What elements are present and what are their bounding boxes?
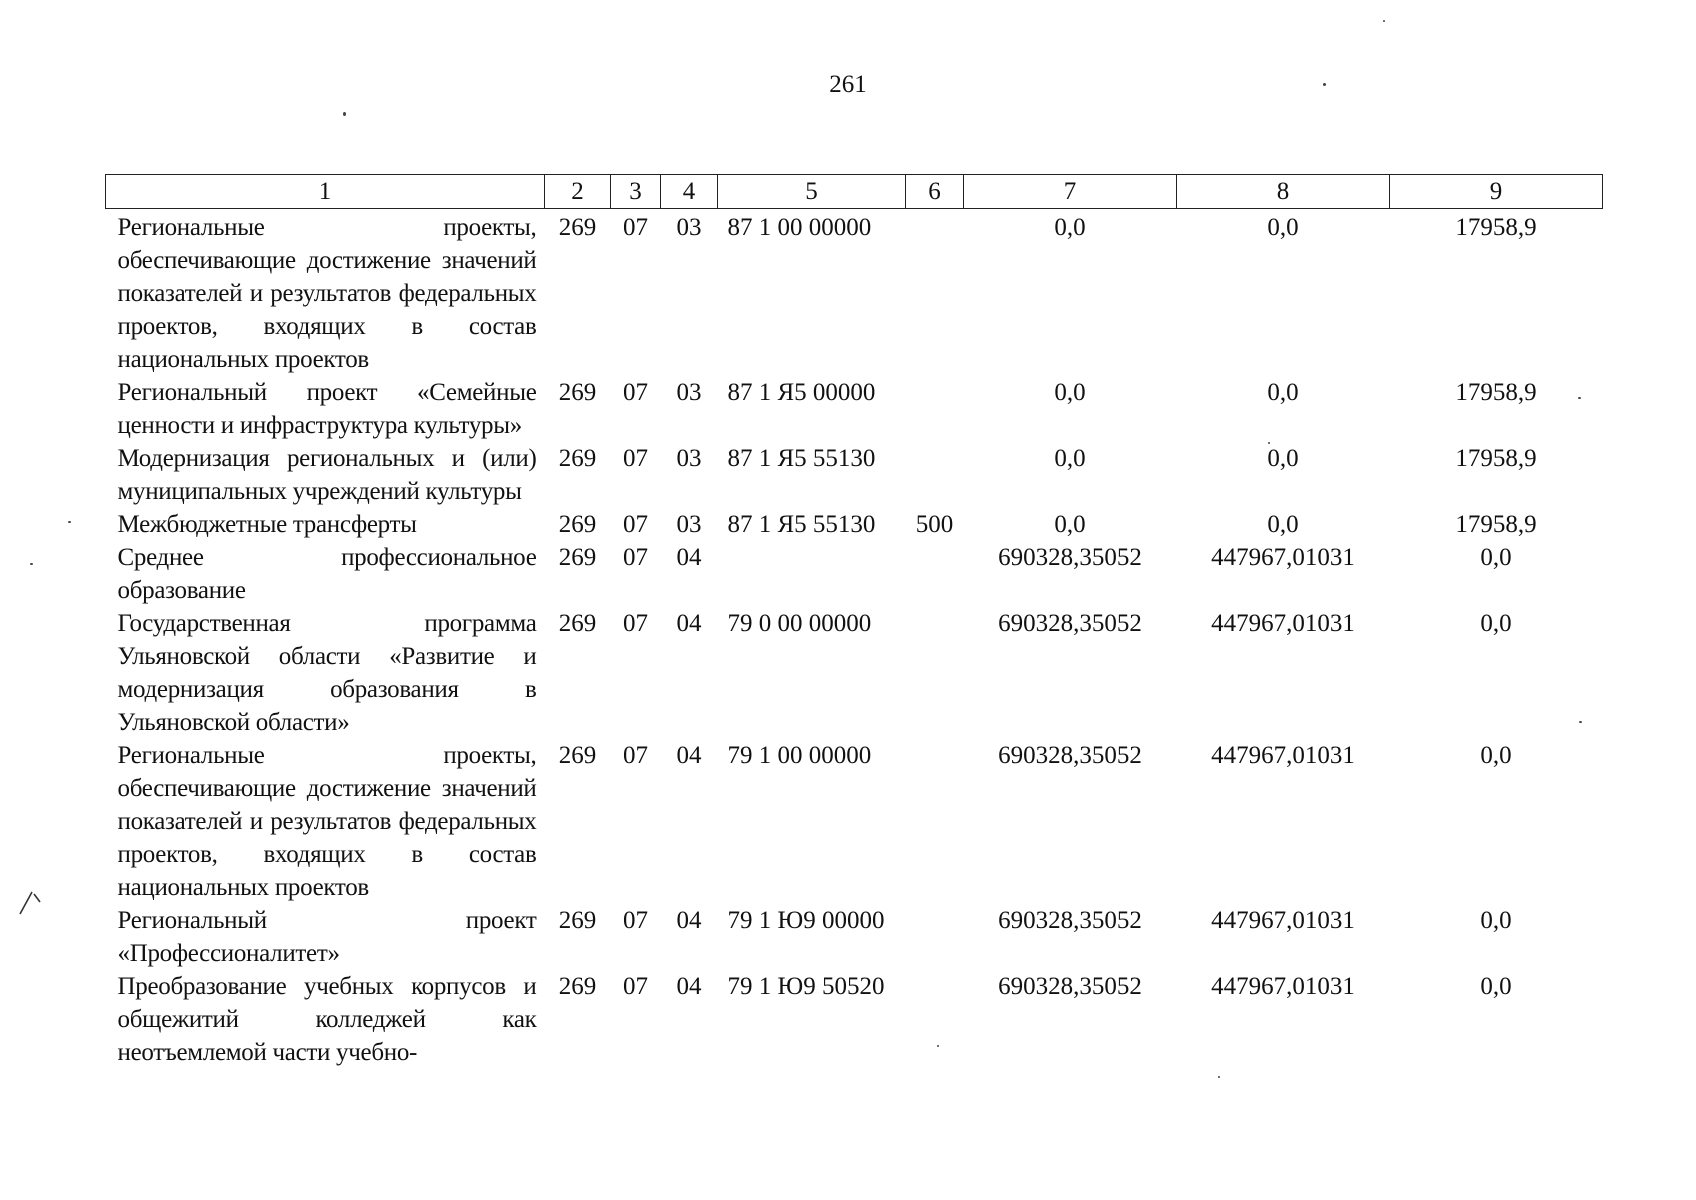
row-subsection-code: 04	[676, 973, 702, 1000]
row-name: Региональный проект «Семейные ценности и инфраструктура культуры»	[117, 379, 537, 439]
row-grbs-code: 269	[558, 742, 597, 769]
row-name: Модернизация региональных и (или) муниципальных учреждений культуры	[117, 445, 537, 505]
table-row	[106, 904, 1603, 970]
scan-speck	[1383, 20, 1385, 22]
pen-mark	[18, 888, 48, 916]
row-amount-col7: 0,0	[1054, 445, 1086, 472]
row-subsection-code: 04	[676, 907, 702, 934]
row-target-article: 79 1 00 00000	[727, 742, 872, 769]
row-grbs-code: 269	[558, 214, 597, 241]
row-subsection-code: 04	[676, 610, 702, 637]
row-expense-type	[906, 541, 964, 607]
row-expense-type	[906, 739, 964, 904]
row-name: Среднее профессиональное образование	[117, 544, 537, 604]
row-amount-col7: 0,0	[1054, 379, 1086, 406]
col-header-4: 4	[661, 175, 718, 209]
row-subsection-code: 04	[676, 742, 702, 769]
row-amount-col9: 17958,9	[1455, 214, 1537, 241]
row-section-code: 07	[623, 214, 648, 241]
row-grbs-code: 269	[558, 610, 597, 637]
row-target-article: 87 1 Я5 55130	[727, 445, 876, 472]
row-amount-col7: 0,0	[1054, 511, 1086, 538]
col-header-9: 9	[1390, 175, 1603, 209]
row-amount-col8: 0,0	[1267, 379, 1299, 406]
col-header-3: 3	[611, 175, 661, 209]
row-name: Межбюджетные трансферты	[117, 511, 417, 538]
row-grbs-code: 269	[558, 544, 597, 571]
row-name: Региональные проекты, обеспечивающие достижение значений показателей и результатов федеральных проектов, входящих в состав национальных проектов	[117, 742, 537, 901]
row-section-code: 07	[623, 511, 648, 538]
row-expense-type: 500	[915, 511, 954, 538]
row-amount-col7: 690328,35052	[998, 742, 1142, 769]
row-amount-col9: 0,0	[1480, 907, 1512, 934]
row-target-article: 79 0 00 00000	[727, 610, 872, 637]
budget-table	[105, 174, 1603, 1069]
row-target-article: 79 1 Ю9 00000	[727, 907, 885, 934]
row-amount-col9: 17958,9	[1455, 511, 1537, 538]
table-row	[106, 442, 1603, 508]
row-expense-type	[906, 376, 964, 442]
col-header-2: 2	[545, 175, 611, 209]
row-target-article	[718, 541, 906, 607]
row-amount-col8: 447967,01031	[1211, 973, 1355, 1000]
row-target-article: 87 1 Я5 00000	[727, 379, 876, 406]
page-number: 261	[829, 71, 867, 98]
row-amount-col7: 690328,35052	[998, 907, 1142, 934]
table-row	[106, 541, 1603, 607]
row-expense-type	[906, 442, 964, 508]
table-row	[106, 607, 1603, 739]
row-target-article: 79 1 Ю9 50520	[727, 973, 885, 1000]
row-subsection-code: 03	[676, 511, 702, 538]
row-amount-col8: 0,0	[1267, 445, 1299, 472]
table-body	[106, 209, 1603, 1070]
table-row	[106, 376, 1603, 442]
table-row	[106, 508, 1603, 541]
row-amount-col7: 690328,35052	[998, 973, 1142, 1000]
row-amount-col7: 690328,35052	[998, 544, 1142, 571]
row-amount-col8: 0,0	[1267, 214, 1299, 241]
row-amount-col9: 0,0	[1480, 544, 1512, 571]
scan-speck	[68, 521, 71, 523]
row-target-article: 87 1 00 00000	[727, 214, 872, 241]
row-subsection-code: 03	[676, 445, 702, 472]
col-header-1: 1	[106, 175, 545, 209]
row-section-code: 07	[623, 907, 648, 934]
table-row	[106, 970, 1603, 1069]
row-grbs-code: 269	[558, 907, 597, 934]
table-row	[106, 209, 1603, 377]
scan-speck	[343, 112, 346, 116]
row-subsection-code: 04	[676, 544, 702, 571]
row-amount-col8: 447967,01031	[1211, 610, 1355, 637]
row-section-code: 07	[623, 610, 648, 637]
row-section-code: 07	[623, 379, 648, 406]
row-section-code: 07	[623, 742, 648, 769]
col-header-5: 5	[718, 175, 906, 209]
row-grbs-code: 269	[558, 379, 597, 406]
row-amount-col9: 17958,9	[1455, 445, 1537, 472]
row-section-code: 07	[623, 445, 648, 472]
row-amount-col8: 447967,01031	[1211, 544, 1355, 571]
row-grbs-code: 269	[558, 973, 597, 1000]
scan-speck	[30, 563, 33, 565]
row-section-code: 07	[623, 544, 648, 571]
row-expense-type	[906, 209, 964, 377]
row-amount-col8: 0,0	[1267, 511, 1299, 538]
col-header-6: 6	[906, 175, 964, 209]
row-amount-col8: 447967,01031	[1211, 907, 1355, 934]
header-row	[106, 175, 1603, 209]
row-amount-col9: 17958,9	[1455, 379, 1537, 406]
row-name: Региональный проект «Профессионалитет»	[117, 907, 537, 967]
budget-table-container	[105, 174, 1602, 1069]
row-name: Региональные проекты, обеспечивающие достижение значений показателей и результатов федеральных проектов, входящих в состав национальных проектов	[117, 214, 537, 373]
row-grbs-code: 269	[558, 445, 597, 472]
row-expense-type	[906, 904, 964, 970]
row-expense-type	[906, 607, 964, 739]
row-amount-col9: 0,0	[1480, 742, 1512, 769]
scan-speck	[1218, 1076, 1220, 1078]
row-section-code: 07	[623, 973, 648, 1000]
col-header-8: 8	[1177, 175, 1390, 209]
row-subsection-code: 03	[676, 379, 702, 406]
col-header-7: 7	[964, 175, 1177, 209]
row-target-article: 87 1 Я5 55130	[727, 511, 876, 538]
row-amount-col9: 0,0	[1480, 973, 1512, 1000]
row-grbs-code: 269	[558, 511, 597, 538]
row-subsection-code: 03	[676, 214, 702, 241]
row-amount-col7: 0,0	[1054, 214, 1086, 241]
scan-speck	[1323, 83, 1326, 86]
row-amount-col8: 447967,01031	[1211, 742, 1355, 769]
row-name: Преобразование учебных корпусов и общежитий колледжей как неотъемлемой части учебно-	[117, 973, 537, 1066]
row-amount-col9: 0,0	[1480, 610, 1512, 637]
row-name: Государственная программа Ульяновской области «Развитие и модернизация образования в Ульяновской области»	[117, 610, 537, 736]
row-expense-type	[906, 970, 964, 1069]
row-amount-col7: 690328,35052	[998, 610, 1142, 637]
table-row	[106, 739, 1603, 904]
